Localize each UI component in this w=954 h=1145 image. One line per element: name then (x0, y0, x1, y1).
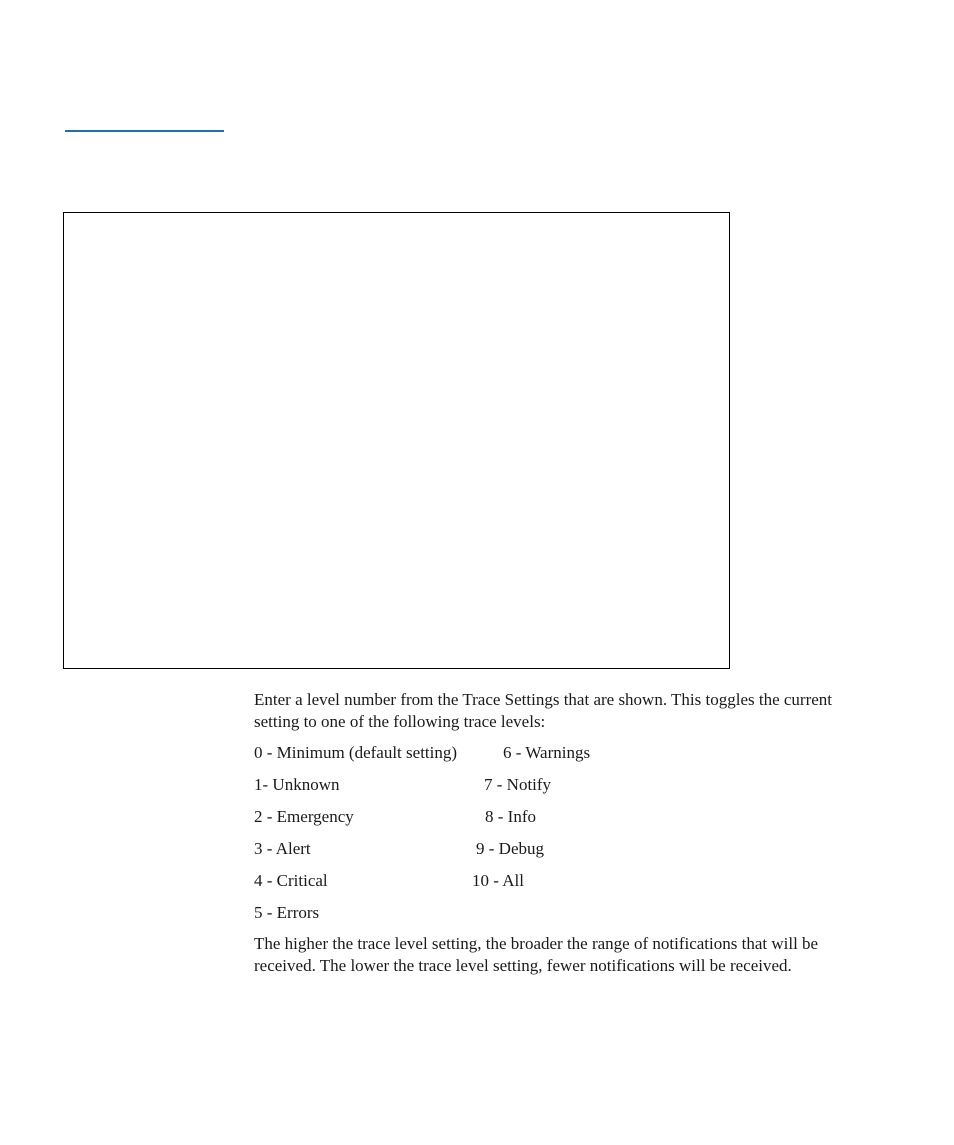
level-left: 0 - Minimum (default setting) (254, 743, 458, 762)
level-row (254, 742, 654, 774)
level-left: 2 - Emergency (254, 807, 354, 826)
level-right: 6 - Warnings (503, 743, 591, 762)
level-row (254, 774, 654, 806)
level-left: 5 - Errors (254, 903, 320, 922)
header-rule (65, 130, 224, 132)
level-row (254, 806, 654, 838)
outro-paragraph: The higher the trace level setting, the broader the range of notifications that will be received. The lower the trace level setting, fewer notifications will be received. (254, 934, 819, 975)
level-right: 7 - Notify (484, 775, 552, 794)
level-left: 3 - Alert (254, 839, 311, 858)
level-right: 10 - All (472, 871, 524, 890)
level-row (254, 902, 654, 934)
level-left: 1- Unknown (254, 775, 340, 794)
level-left: 4 - Critical (254, 871, 328, 890)
level-row (254, 870, 654, 902)
level-right: 9 - Debug (476, 839, 544, 858)
level-row (254, 838, 654, 870)
trace-levels-list (254, 742, 654, 934)
figure-frame (63, 212, 730, 669)
level-right: 8 - Info (485, 807, 536, 826)
intro-paragraph: Enter a level number from the Trace Settings that are shown. This toggles the current setting to one of the following trace levels: (254, 690, 833, 731)
